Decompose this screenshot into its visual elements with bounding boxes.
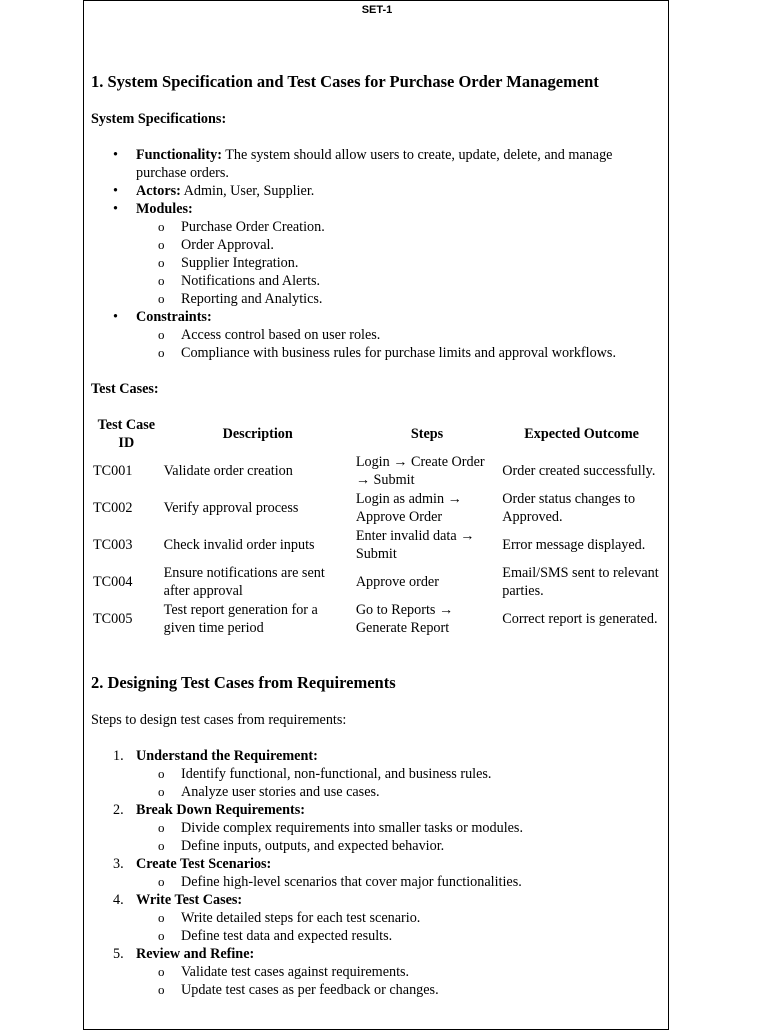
section2-intro: Steps to design test cases from requirements: xyxy=(91,712,347,728)
table-row xyxy=(91,527,663,564)
step-subitem: o Write detailed steps for each test scenario. xyxy=(91,909,663,927)
step-item xyxy=(91,855,663,891)
modules-list xyxy=(136,218,663,308)
step-item xyxy=(91,801,663,855)
constraint-item: o Access control based on user roles. xyxy=(91,326,663,344)
step-label: Create Test Scenarios: xyxy=(136,856,272,872)
module-item: o Supplier Integration. xyxy=(91,254,663,272)
table-cell: Ensure notifications are sent after approval xyxy=(163,565,325,599)
step-subitems xyxy=(136,873,663,891)
step-number: 4. xyxy=(113,892,124,908)
table-row xyxy=(91,601,663,638)
constraints-list xyxy=(136,326,663,362)
step-item xyxy=(91,747,663,801)
table-cell: Email/SMS sent to relevant parties. xyxy=(502,565,659,599)
step-subitem: o Update test cases as per feedback or changes. xyxy=(91,981,663,999)
table-cell: Validate order creation xyxy=(163,462,293,479)
table-cell: TC004 xyxy=(93,573,133,590)
column-header: Test Case ID xyxy=(97,417,156,451)
table-cell: Enter invalid data → Submit xyxy=(355,528,475,562)
specs-list xyxy=(91,146,663,362)
step-item xyxy=(91,945,663,999)
step-number: 5. xyxy=(113,946,124,962)
actors-text: Admin, User, Supplier. xyxy=(180,183,315,199)
step-number: 2. xyxy=(113,802,124,818)
table-cell: Check invalid order inputs xyxy=(163,536,315,553)
step-subitems xyxy=(136,765,663,801)
step-label: Review and Refine: xyxy=(136,946,255,962)
column-header: Steps xyxy=(410,426,444,442)
list-item xyxy=(91,308,663,362)
table-cell: Test report generation for a given time period xyxy=(163,602,318,636)
document-content xyxy=(91,71,663,999)
step-subitem: o Analyze user stories and use cases. xyxy=(91,783,663,801)
step-subitem: o Identify functional, non-functional, and business rules. xyxy=(91,765,663,783)
module-item: o Purchase Order Creation. xyxy=(91,218,663,236)
document-page xyxy=(83,0,669,1030)
list-item xyxy=(91,146,663,182)
step-subitem: o Define inputs, outputs, and expected behavior. xyxy=(91,837,663,855)
table-cell: Error message displayed. xyxy=(502,536,646,553)
step-label: Break Down Requirements: xyxy=(136,802,305,818)
functionality-text: The system should allow users to create, update, delete, and manage purchase orders. xyxy=(136,147,613,181)
table-cell: Go to Reports → Generate Report xyxy=(355,602,454,636)
table-cell: TC003 xyxy=(93,536,133,553)
step-subitem: o Define high-level scenarios that cover major functionalities. xyxy=(91,873,663,891)
specs-heading: System Specifications: xyxy=(91,111,227,127)
list-item xyxy=(91,200,663,308)
section2-title: 2. Designing Test Cases from Requirements xyxy=(91,673,396,692)
table-cell: Correct report is generated. xyxy=(502,610,658,627)
table-row xyxy=(91,453,663,490)
table-cell: TC001 xyxy=(93,462,133,479)
table-cell: Login as admin → Approve Order xyxy=(355,491,462,525)
table-cell: TC002 xyxy=(93,499,133,516)
module-item: o Order Approval. xyxy=(91,236,663,254)
section1-title: 1. System Specification and Test Cases for Purchase Order Management xyxy=(91,72,599,91)
table-cell: TC005 xyxy=(93,610,133,627)
module-item: o Reporting and Analytics. xyxy=(91,290,663,308)
step-subitems xyxy=(136,909,663,945)
column-header: Expected Outcome xyxy=(524,426,639,442)
table-cell: Order created successfully. xyxy=(502,462,656,479)
step-subitem: o Divide complex requirements into smaller tasks or modules. xyxy=(91,819,663,837)
column-header: Description xyxy=(222,426,293,442)
step-label: Understand the Requirement: xyxy=(136,748,318,764)
functionality-label: Functionality: xyxy=(136,147,222,163)
test-cases-heading: Test Cases: xyxy=(91,381,159,397)
test-cases-table xyxy=(91,415,663,638)
step-number: 3. xyxy=(113,856,124,872)
step-item xyxy=(91,891,663,945)
table-cell: Login → Create Order → Submit xyxy=(355,454,485,488)
table-cell: Order status changes to Approved. xyxy=(502,491,636,525)
table-row xyxy=(91,490,663,527)
step-label: Write Test Cases: xyxy=(136,892,243,908)
module-item: o Notifications and Alerts. xyxy=(91,272,663,290)
step-subitems xyxy=(136,963,663,999)
table-row xyxy=(91,564,663,601)
table-cell: Approve order xyxy=(355,573,439,590)
list-item xyxy=(91,182,663,200)
page-header: SET-1 xyxy=(361,4,393,16)
table-cell: Verify approval process xyxy=(163,499,299,516)
constraints-label: Constraints: xyxy=(136,309,212,325)
step-number: 1. xyxy=(113,748,124,764)
design-steps-list xyxy=(91,747,663,999)
step-subitem: o Validate test cases against requirements. xyxy=(91,963,663,981)
constraint-item: o Compliance with business rules for purchase limits and approval workflows. xyxy=(91,344,663,362)
step-subitem: o Define test data and expected results. xyxy=(91,927,663,945)
step-subitems xyxy=(136,819,663,855)
table-header-row xyxy=(91,415,663,453)
actors-label: Actors: xyxy=(136,183,181,199)
modules-label: Modules: xyxy=(136,201,193,217)
